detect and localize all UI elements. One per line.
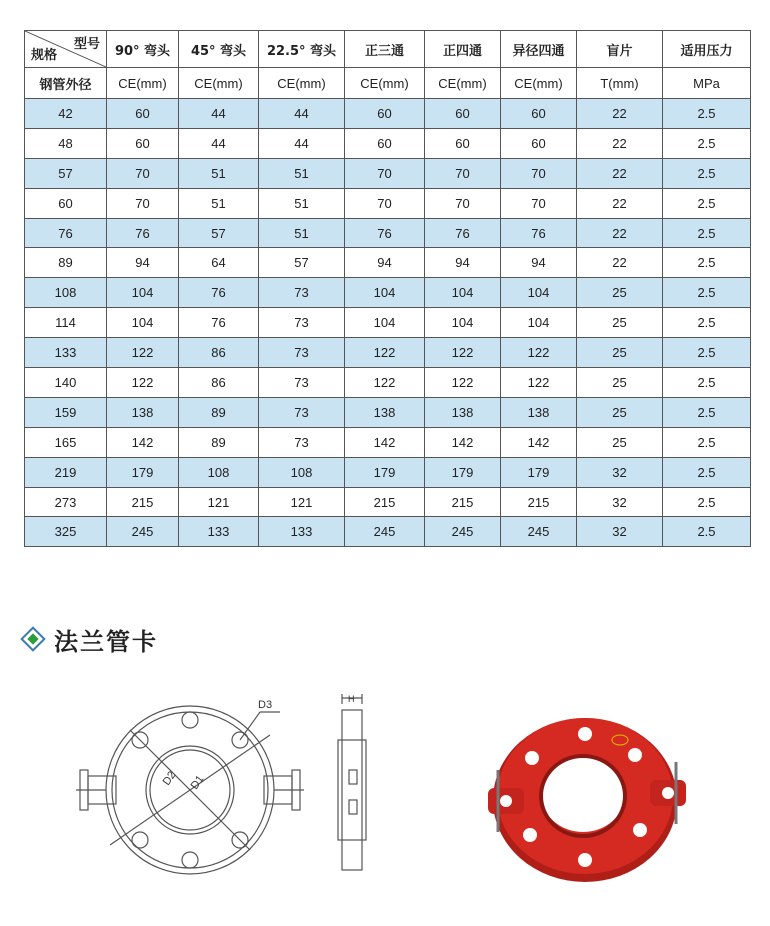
corner-top-label: 型号 bbox=[73, 37, 100, 52]
pipe-diameter-cell: 89 bbox=[25, 248, 107, 278]
table-cell: 104 bbox=[425, 308, 501, 338]
table-row bbox=[25, 99, 751, 129]
table-cell: 76 bbox=[345, 218, 425, 248]
table-cell: 60 bbox=[425, 128, 501, 158]
table-cell: 70 bbox=[501, 188, 577, 218]
header-cell: 45° 弯头 bbox=[179, 31, 259, 68]
table-cell: 138 bbox=[345, 397, 425, 427]
table-cell: 179 bbox=[425, 457, 501, 487]
unit-cell: CE(mm) bbox=[179, 68, 259, 99]
header-row bbox=[25, 31, 751, 68]
table-cell: 138 bbox=[425, 397, 501, 427]
table-cell: 70 bbox=[107, 188, 179, 218]
drawing-label-h: H bbox=[348, 694, 355, 704]
table-row bbox=[25, 338, 751, 368]
table-cell: 179 bbox=[501, 457, 577, 487]
table-cell: 142 bbox=[345, 427, 425, 457]
spec-table bbox=[24, 30, 751, 547]
table-cell: 94 bbox=[345, 248, 425, 278]
unit-cell: CE(mm) bbox=[259, 68, 345, 99]
header-cell: 适用压力 bbox=[663, 31, 751, 68]
table-row bbox=[25, 487, 751, 517]
table-cell: 60 bbox=[107, 128, 179, 158]
table-cell: 245 bbox=[107, 517, 179, 547]
table-cell: 22 bbox=[577, 158, 663, 188]
table-row bbox=[25, 278, 751, 308]
table-cell: 70 bbox=[345, 158, 425, 188]
table-cell: 60 bbox=[345, 128, 425, 158]
table-row bbox=[25, 308, 751, 338]
table-cell: 2.5 bbox=[663, 248, 751, 278]
table-cell: 133 bbox=[179, 517, 259, 547]
table-row bbox=[25, 517, 751, 547]
header-cell: 盲片 bbox=[577, 31, 663, 68]
table-cell: 73 bbox=[259, 278, 345, 308]
table-cell: 89 bbox=[179, 397, 259, 427]
table-cell: 25 bbox=[577, 427, 663, 457]
table-cell: 179 bbox=[107, 457, 179, 487]
table-row bbox=[25, 397, 751, 427]
drawing-label-d2: D2 bbox=[160, 769, 179, 788]
table-cell: 142 bbox=[425, 427, 501, 457]
table-cell: 22 bbox=[577, 128, 663, 158]
table-cell: 122 bbox=[425, 338, 501, 368]
table-cell: 44 bbox=[259, 99, 345, 129]
table-cell: 76 bbox=[501, 218, 577, 248]
table-row bbox=[25, 158, 751, 188]
table-cell: 60 bbox=[501, 128, 577, 158]
table-cell: 104 bbox=[501, 278, 577, 308]
unit-cell: MPa bbox=[663, 68, 751, 99]
table-row bbox=[25, 427, 751, 457]
table-cell: 51 bbox=[259, 158, 345, 188]
unit-cell: CE(mm) bbox=[345, 68, 425, 99]
flange-clamp-photo bbox=[470, 700, 700, 890]
table-cell: 22 bbox=[577, 218, 663, 248]
table-cell: 133 bbox=[259, 517, 345, 547]
table-cell: 51 bbox=[179, 158, 259, 188]
table-row bbox=[25, 248, 751, 278]
pipe-diameter-cell: 325 bbox=[25, 517, 107, 547]
corner-cell bbox=[25, 31, 107, 68]
table-cell: 70 bbox=[107, 158, 179, 188]
table-cell: 104 bbox=[345, 308, 425, 338]
table-cell: 51 bbox=[259, 188, 345, 218]
table-cell: 104 bbox=[107, 278, 179, 308]
table-cell: 245 bbox=[345, 517, 425, 547]
table-cell: 86 bbox=[179, 338, 259, 368]
table-cell: 2.5 bbox=[663, 427, 751, 457]
table-cell: 2.5 bbox=[663, 487, 751, 517]
table-cell: 104 bbox=[107, 308, 179, 338]
units-row bbox=[25, 68, 751, 99]
table-cell: 245 bbox=[501, 517, 577, 547]
pipe-diameter-cell: 133 bbox=[25, 338, 107, 368]
table-cell: 2.5 bbox=[663, 218, 751, 248]
section-heading bbox=[24, 622, 158, 656]
pipe-diameter-cell: 48 bbox=[25, 128, 107, 158]
table-cell: 70 bbox=[425, 158, 501, 188]
pipe-diameter-cell: 60 bbox=[25, 188, 107, 218]
table-cell: 104 bbox=[501, 308, 577, 338]
table-cell: 25 bbox=[577, 368, 663, 398]
pipe-diameter-cell: 114 bbox=[25, 308, 107, 338]
table-cell: 108 bbox=[179, 457, 259, 487]
unit-cell: CE(mm) bbox=[425, 68, 501, 99]
table-cell: 121 bbox=[259, 487, 345, 517]
table-cell: 138 bbox=[501, 397, 577, 427]
table-row bbox=[25, 368, 751, 398]
table-cell: 76 bbox=[107, 218, 179, 248]
table-cell: 2.5 bbox=[663, 308, 751, 338]
table-cell: 25 bbox=[577, 338, 663, 368]
corner-bottom-label: 规格 bbox=[31, 48, 58, 63]
pipe-diameter-cell: 76 bbox=[25, 218, 107, 248]
pipe-diameter-cell: 108 bbox=[25, 278, 107, 308]
table-cell: 86 bbox=[179, 368, 259, 398]
header-cell: 正四通 bbox=[425, 31, 501, 68]
table-cell: 32 bbox=[577, 487, 663, 517]
table-cell: 51 bbox=[179, 188, 259, 218]
header-cell: 90° 弯头 bbox=[107, 31, 179, 68]
table-cell: 44 bbox=[179, 128, 259, 158]
unit-cell: CE(mm) bbox=[107, 68, 179, 99]
table-cell: 25 bbox=[577, 308, 663, 338]
pipe-diameter-cell: 165 bbox=[25, 427, 107, 457]
table-cell: 108 bbox=[259, 457, 345, 487]
table-cell: 70 bbox=[425, 188, 501, 218]
table-cell: 60 bbox=[107, 99, 179, 129]
table-cell: 94 bbox=[425, 248, 501, 278]
table-cell: 245 bbox=[425, 517, 501, 547]
drawing-label-d3: D3 bbox=[258, 699, 273, 711]
table-cell: 2.5 bbox=[663, 188, 751, 218]
table-cell: 138 bbox=[107, 397, 179, 427]
table-cell: 122 bbox=[345, 368, 425, 398]
table-cell: 57 bbox=[259, 248, 345, 278]
table-cell: 215 bbox=[345, 487, 425, 517]
header-cell: 22.5° 弯头 bbox=[259, 31, 345, 68]
table-cell: 122 bbox=[501, 368, 577, 398]
table-row bbox=[25, 128, 751, 158]
table-cell: 94 bbox=[501, 248, 577, 278]
table-cell: 94 bbox=[107, 248, 179, 278]
table-cell: 2.5 bbox=[663, 338, 751, 368]
pipe-diameter-cell: 57 bbox=[25, 158, 107, 188]
table-cell: 25 bbox=[577, 278, 663, 308]
table-cell: 73 bbox=[259, 308, 345, 338]
unit-cell: CE(mm) bbox=[501, 68, 577, 99]
table-cell: 2.5 bbox=[663, 128, 751, 158]
table-cell: 73 bbox=[259, 338, 345, 368]
table-cell: 2.5 bbox=[663, 99, 751, 129]
table-cell: 142 bbox=[501, 427, 577, 457]
table-row bbox=[25, 188, 751, 218]
table-cell: 215 bbox=[425, 487, 501, 517]
table-cell: 70 bbox=[345, 188, 425, 218]
flange-clamp-drawing bbox=[70, 690, 390, 890]
table-cell: 51 bbox=[259, 218, 345, 248]
table-cell: 73 bbox=[259, 427, 345, 457]
table-cell: 122 bbox=[425, 368, 501, 398]
table-cell: 2.5 bbox=[663, 368, 751, 398]
section-title: 法兰管卡 bbox=[54, 627, 158, 656]
table-cell: 2.5 bbox=[663, 278, 751, 308]
table-cell: 60 bbox=[345, 99, 425, 129]
units-label: 钢管外径 bbox=[25, 68, 107, 99]
table-cell: 25 bbox=[577, 397, 663, 427]
table-cell: 70 bbox=[501, 158, 577, 188]
table-cell: 60 bbox=[501, 99, 577, 129]
table-cell: 121 bbox=[179, 487, 259, 517]
pipe-diameter-cell: 159 bbox=[25, 397, 107, 427]
table-cell: 22 bbox=[577, 99, 663, 129]
table-cell: 215 bbox=[107, 487, 179, 517]
table-cell: 57 bbox=[179, 218, 259, 248]
table-cell: 73 bbox=[259, 368, 345, 398]
table-cell: 32 bbox=[577, 457, 663, 487]
table-cell: 122 bbox=[107, 338, 179, 368]
table-cell: 76 bbox=[179, 308, 259, 338]
table-cell: 104 bbox=[345, 278, 425, 308]
table-cell: 2.5 bbox=[663, 517, 751, 547]
table-cell: 64 bbox=[179, 248, 259, 278]
table-cell: 104 bbox=[425, 278, 501, 308]
table-cell: 76 bbox=[179, 278, 259, 308]
table-cell: 44 bbox=[179, 99, 259, 129]
drawing-label-d1: D1 bbox=[188, 773, 207, 792]
table-cell: 32 bbox=[577, 517, 663, 547]
table-cell: 60 bbox=[425, 99, 501, 129]
table-cell: 22 bbox=[577, 188, 663, 218]
table-cell: 215 bbox=[501, 487, 577, 517]
table-row bbox=[25, 218, 751, 248]
table-cell: 76 bbox=[425, 218, 501, 248]
table-cell: 122 bbox=[107, 368, 179, 398]
table-row bbox=[25, 457, 751, 487]
table-cell: 2.5 bbox=[663, 158, 751, 188]
table-cell: 122 bbox=[501, 338, 577, 368]
spec-table-wrap bbox=[24, 30, 750, 560]
table-cell: 22 bbox=[577, 248, 663, 278]
pipe-diameter-cell: 140 bbox=[25, 368, 107, 398]
table-cell: 73 bbox=[259, 397, 345, 427]
unit-cell: T(mm) bbox=[577, 68, 663, 99]
table-cell: 44 bbox=[259, 128, 345, 158]
table-cell: 179 bbox=[345, 457, 425, 487]
diamond-bullet-icon bbox=[20, 626, 45, 651]
table-cell: 122 bbox=[345, 338, 425, 368]
table-cell: 2.5 bbox=[663, 457, 751, 487]
pipe-diameter-cell: 273 bbox=[25, 487, 107, 517]
table-cell: 89 bbox=[179, 427, 259, 457]
table-cell: 142 bbox=[107, 427, 179, 457]
header-cell: 正三通 bbox=[345, 31, 425, 68]
header-cell: 异径四通 bbox=[501, 31, 577, 68]
pipe-diameter-cell: 42 bbox=[25, 99, 107, 129]
pipe-diameter-cell: 219 bbox=[25, 457, 107, 487]
table-cell: 2.5 bbox=[663, 397, 751, 427]
